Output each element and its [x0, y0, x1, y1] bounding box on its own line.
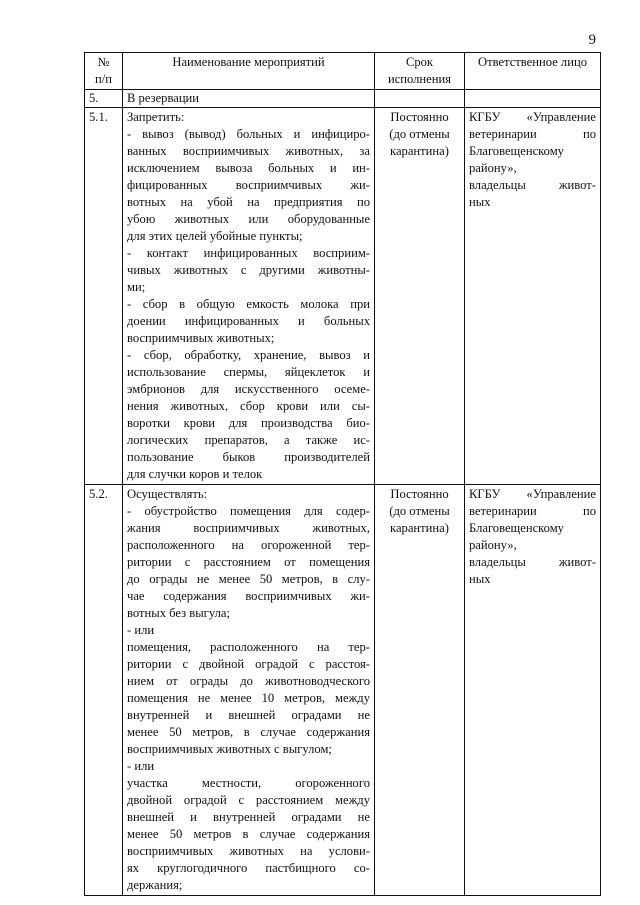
content-line: - обустройство помещения для содер- — [127, 504, 370, 518]
content-line: пользование быков производителей — [127, 450, 370, 464]
content-line: жания восприимчивых животных, — [127, 521, 370, 535]
responsible-line: ных — [469, 572, 491, 586]
content-line: менее 50 метров, в случае содержания — [127, 725, 370, 739]
content-line: держания; — [127, 878, 183, 892]
content-line: Запретить: — [127, 110, 185, 124]
content-line: восприимчивых животных; — [127, 331, 275, 345]
content-line: - вывоз (вывод) больных и инфициро- — [127, 127, 370, 141]
content-line: расположенного на огороженной тер- — [127, 538, 370, 552]
row-num: 5.1. — [85, 108, 123, 485]
content-line: воротки крови для производства био- — [127, 416, 370, 430]
content-line: внешней и внутренней оградами не — [127, 810, 370, 824]
header-name: Наименование мероприятий — [123, 53, 375, 90]
content-line: исключением вывоза больных и ин- — [127, 161, 370, 175]
header-num-line: № — [97, 55, 110, 69]
content-line: - или — [127, 623, 155, 637]
responsible-line: району», — [469, 161, 517, 175]
table-row — [85, 485, 601, 896]
content-line: нения животных, сбор крови или сы- — [127, 399, 370, 413]
responsible-line: владельцы живот- — [469, 555, 596, 569]
header-num — [85, 53, 123, 90]
content-line: внутренней и внешней оградами не — [127, 708, 370, 722]
content-line: ванных восприимчивых животных, за — [127, 144, 370, 158]
row-content — [123, 108, 375, 485]
responsible-line: ветеринарии по — [469, 127, 596, 141]
row-responsible — [465, 108, 601, 485]
responsible-line: ветеринарии по — [469, 504, 596, 518]
measures-table — [84, 52, 601, 896]
content-line: вотных без выгула; — [127, 606, 230, 620]
content-line: восприимчивых животных с выгулом; — [127, 742, 332, 756]
row-responsible — [465, 485, 601, 896]
content-line: двойной оградой с расстоянием между — [127, 793, 370, 807]
content-line: логических препаратов, а также ис- — [127, 433, 370, 447]
content-line: восприимчивых животных на услови- — [127, 844, 370, 858]
term-line: (до отмены — [389, 504, 450, 518]
section-empty-cell — [375, 90, 465, 108]
content-line: ритории с двойной оградой с расстоя- — [127, 657, 370, 671]
row-content — [123, 485, 375, 896]
term-line: Постоянно — [390, 110, 449, 124]
table-row — [85, 108, 601, 485]
section-empty-cell — [465, 90, 601, 108]
responsible-line: владельцы живот- — [469, 178, 596, 192]
content-line: ритории с расстоянием от помещения — [127, 555, 370, 569]
term-line: Постоянно — [390, 487, 449, 501]
content-line: ях круглогодичного пастбищного со- — [127, 861, 370, 875]
content-line: - сбор в общую емкость молока при — [127, 297, 370, 311]
content-line: Осуществлять: — [127, 487, 208, 501]
content-line: чивых животных с другими животны- — [127, 263, 370, 277]
term-line: карантина) — [390, 144, 449, 158]
content-line: для этих целей убойные пункты; — [127, 229, 303, 243]
section-title: В резервации — [123, 90, 375, 108]
table-header-row — [85, 53, 601, 90]
content-line: вотных на убой на предприятия по — [127, 195, 370, 209]
responsible-line: району», — [469, 538, 517, 552]
content-line: менее 50 метров в случае содержания — [127, 827, 370, 841]
responsible-line: КГБУ «Управление — [469, 487, 596, 501]
responsible-line: КГБУ «Управление — [469, 110, 596, 124]
row-term — [375, 108, 465, 485]
content-line: доении инфицированных и больных — [127, 314, 370, 328]
header-responsible: Ответственное лицо — [465, 53, 601, 90]
section-num: 5. — [85, 90, 123, 108]
row-term — [375, 485, 465, 896]
header-term-line: исполнения — [387, 72, 452, 86]
content-line: нием от ограды до животноводческого — [127, 674, 370, 688]
responsible-line: Благовещенскому — [469, 521, 564, 535]
term-line: (до отмены — [389, 127, 450, 141]
row-num: 5.2. — [85, 485, 123, 896]
content-line: фицированных восприимчивых жи- — [127, 178, 370, 192]
content-line: ми; — [127, 280, 146, 294]
content-line: помещения, расположенного на тер- — [127, 640, 370, 654]
content-line: использование спермы, яйцеклеток и — [127, 365, 370, 379]
content-line: чае содержания восприимчивых жи- — [127, 589, 370, 603]
content-line: эмбрионов для искусственного осеме- — [127, 382, 370, 396]
content-line: убою животных или оборудованные — [127, 212, 370, 226]
header-term-line: Срок — [405, 55, 434, 69]
header-num-line: п/п — [95, 72, 112, 86]
content-line: - сбор, обработку, хранение, вывоз и — [127, 348, 370, 362]
page-number: 9 — [588, 32, 596, 48]
responsible-line: Благовещенскому — [469, 144, 564, 158]
header-term — [375, 53, 465, 90]
content-line: - или — [127, 759, 155, 773]
content-line: для случки коров и телок — [127, 467, 263, 481]
responsible-line: ных — [469, 195, 491, 209]
content-line: - контакт инфицированных восприим- — [127, 246, 370, 260]
content-line: до ограды не менее 50 метров, в слу- — [127, 572, 370, 586]
content-line: участка местности, огороженного — [127, 776, 370, 790]
content-line: помещения не менее 10 метров, между — [127, 691, 370, 705]
term-line: карантина) — [390, 521, 449, 535]
section-row — [85, 90, 601, 108]
